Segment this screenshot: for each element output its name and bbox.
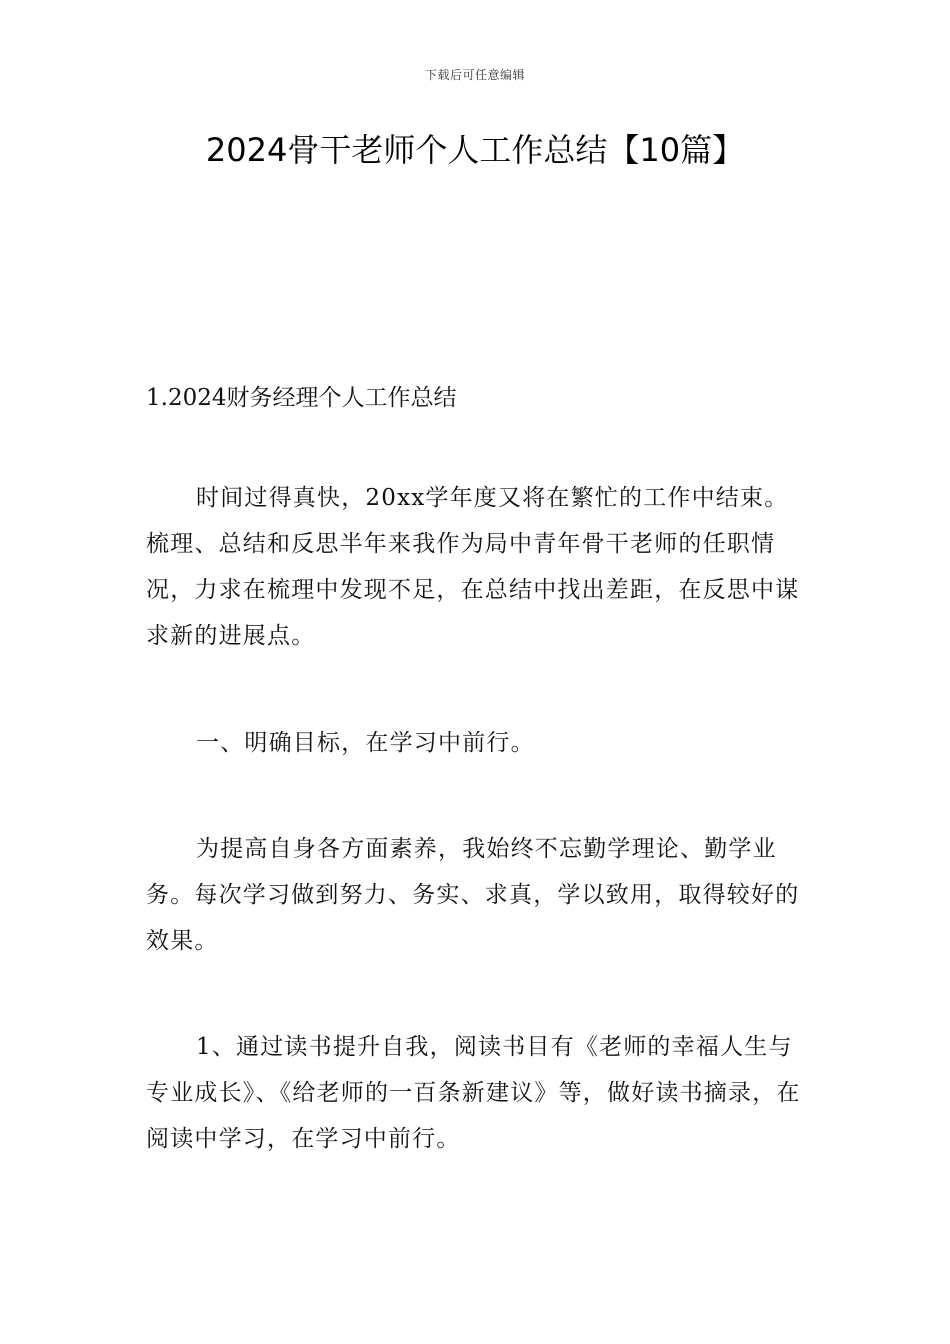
page-header-note: 下载后可任意编辑	[424, 68, 525, 82]
paragraph-reading: 1、通过读书提升自我，阅读书目有《老师的幸福人生与专业成长》、《给老师的一百条新建议》等，做好读书摘录，在阅读中学习，在学习中前行。	[146, 1034, 801, 1152]
section-heading: 1.2024财务经理个人工作总结	[146, 385, 457, 411]
document-title: 2024骨干老师个人工作总结【10篇】	[205, 131, 745, 169]
paragraph-intro: 时间过得真快，20xx学年度又将在繁忙的工作中结束。梳理、总结和反思半年来我作为局中青年骨干老师的任职情况，力求在梳理中发现不足，在总结中找出差距，在反思中谋求新的进展点。	[146, 485, 800, 649]
paragraph-study: 为提高自身各方面素养，我始终不忘勤学理论、勤学业务。每次学习做到努力、务实、求真，学以致用，取得较好的效果。	[146, 836, 800, 954]
paragraph-subheading-goals: 一、明确目标，在学习中前行。	[196, 730, 535, 756]
